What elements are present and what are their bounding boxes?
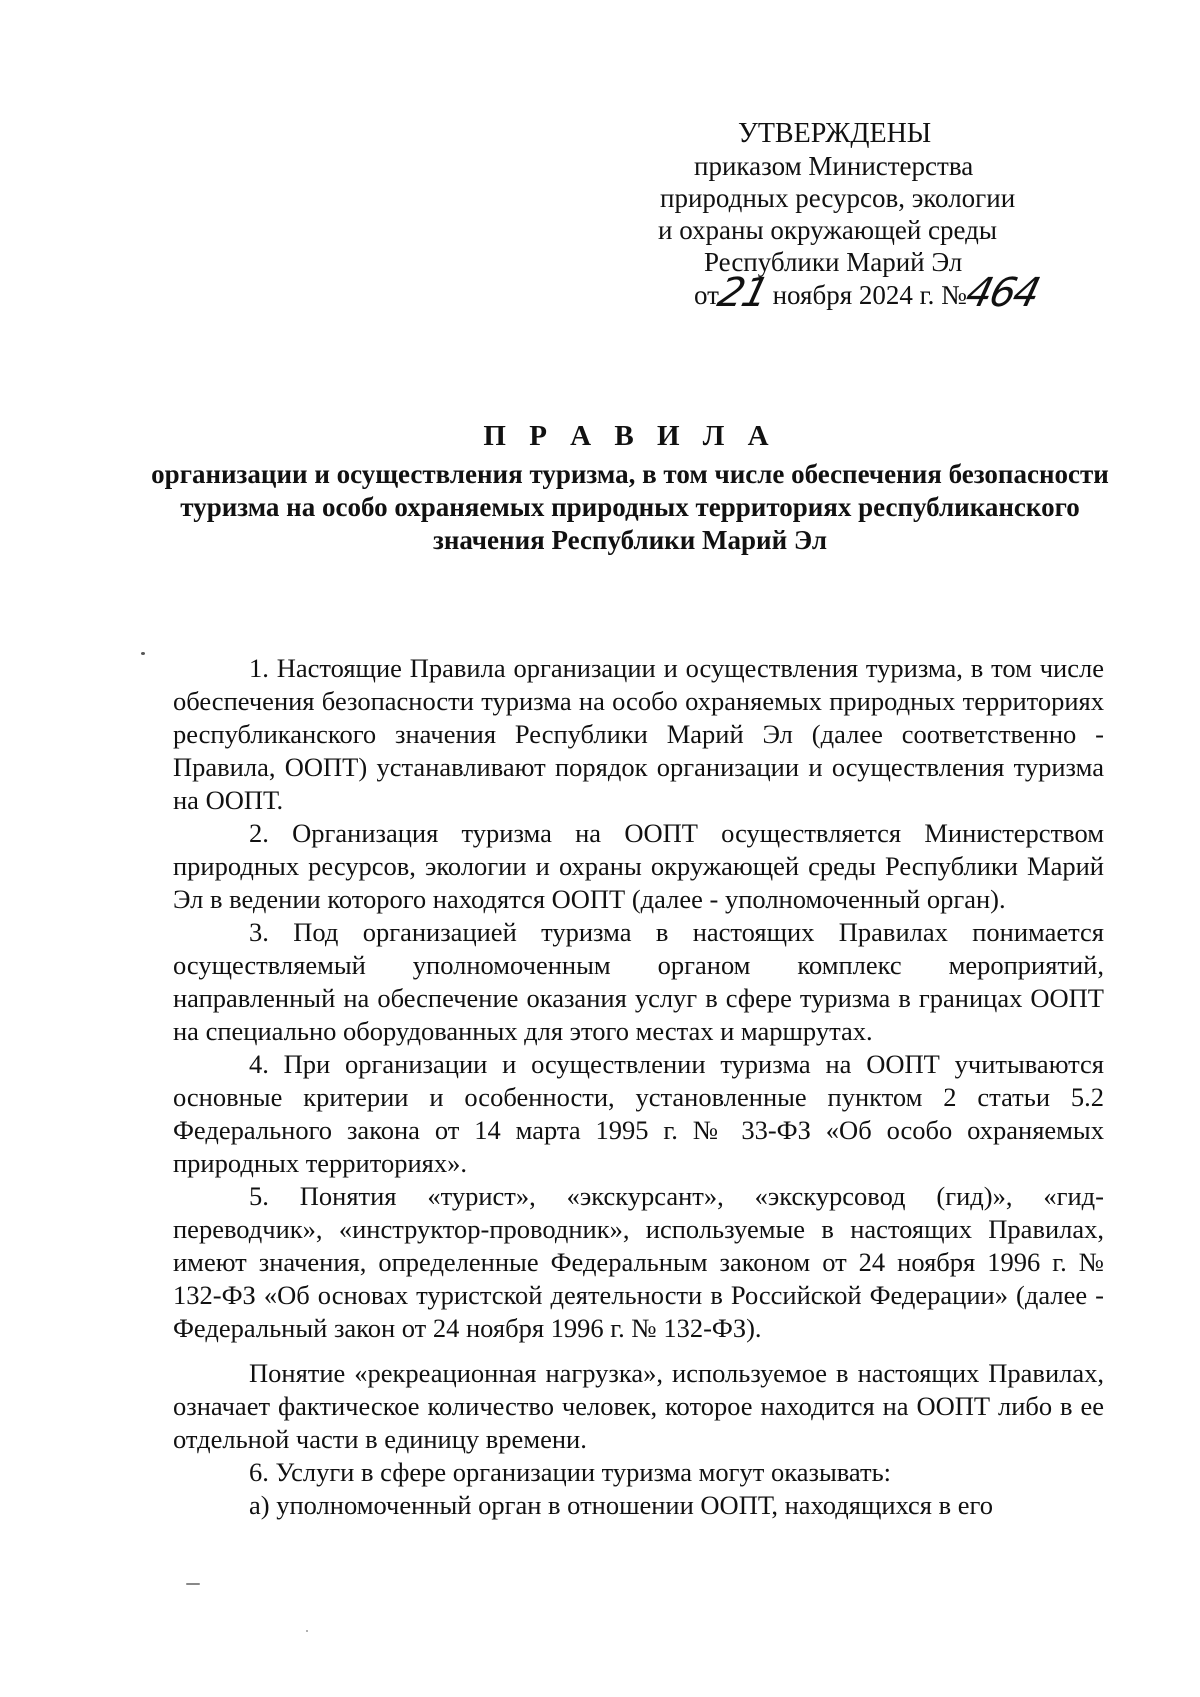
paragraph-1: 1. Настоящие Правила организации и осуществления туризма, в том числе обеспечения безопасности туризма на особо охраняемых природных территориях республиканского значения Республики Марий Эл (далее соответственно - Правила, ООПТ) устанавливают порядок организации и осуществления туризма на ООПТ.	[173, 653, 1104, 815]
approval-line-3: и охраны окружающей среды	[658, 215, 998, 245]
paragraph-2: 2. Организация туризма на ООПТ осуществляется Министерством природных ресурсов, экологии и охраны окружающей среды Республики Марий Эл в ведении которого находятся ООПТ (далее - уполномоченный орган).	[173, 818, 1104, 914]
date-rest: ноября 2024 г. №	[772, 280, 967, 310]
document-body	[173, 652, 1104, 1522]
scan-speck	[306, 1630, 308, 1632]
paragraph-4: 4. При организации и осуществлении туризма на ООПТ учитываются основные критерии и особенности, установленные пунктом 2 статьи 5.2 Федерального закона от 14 марта 1995 г. № 33-ФЗ «Об особо охраняемых природных территориях».	[173, 1049, 1104, 1178]
paragraph-3: 3. Под организацией туризма в настоящих Правилах понимается осуществляемый уполномоченным органом комплекс мероприятий, направленный на обеспечение оказания услуг в сфере туризма в границах ООПТ на специально оборудованных для этого местах и маршрутах.	[173, 917, 1104, 1046]
handwritten-number: 464	[961, 270, 1044, 316]
paragraph-6a: а) уполномоченный орган в отношении ООПТ, находящихся в его	[249, 1490, 993, 1520]
paragraph-5: 5. Понятия «турист», «экскурсант», «экскурсовод (гид)», «гид-переводчик», «инструктор-проводник», используемые в настоящих Правилах, имеют значения, определенные Федеральным законом от 24 ноября 1996 г. № 132-ФЗ «Об основах туристской деятельности в Российской Федерации» (далее - Федеральный закон от 24 ноября 1996 г. № 132-ФЗ).	[173, 1181, 1104, 1343]
scan-speck	[186, 1583, 200, 1585]
scan-speck	[141, 652, 145, 655]
document-title: П Р А В И Л А	[483, 420, 777, 452]
paragraph-5-recreational-load: Понятие «рекреационная нагрузка», используемое в настоящих Правилах, означает фактическое количество человек, которое находится на ООПТ либо в ее отдельной части в единицу времени.	[173, 1358, 1104, 1454]
document-subtitle	[150, 458, 1110, 557]
paragraph-6: 6. Услуги в сфере организации туризма могут оказывать:	[249, 1457, 892, 1487]
date-prefix: от	[694, 280, 719, 310]
approval-heading: УТВЕРЖДЕНЫ	[738, 118, 932, 149]
approval-line-4: Республики Марий Эл	[704, 247, 963, 277]
approval-line-1: приказом Министерства	[694, 151, 974, 181]
document-title-block	[150, 418, 1110, 557]
subtitle-text: организации и осуществления туризма, в том числе обеспечения безопасности туризма на особо охраняемых природных территориях республиканского значения Республики Марий Эл	[151, 459, 1109, 555]
approval-date-line	[640, 270, 1110, 316]
handwritten-day: 21	[713, 270, 772, 316]
approval-line-2: природных ресурсов, экологии	[660, 183, 1016, 213]
approval-stamp-block	[640, 118, 1110, 316]
